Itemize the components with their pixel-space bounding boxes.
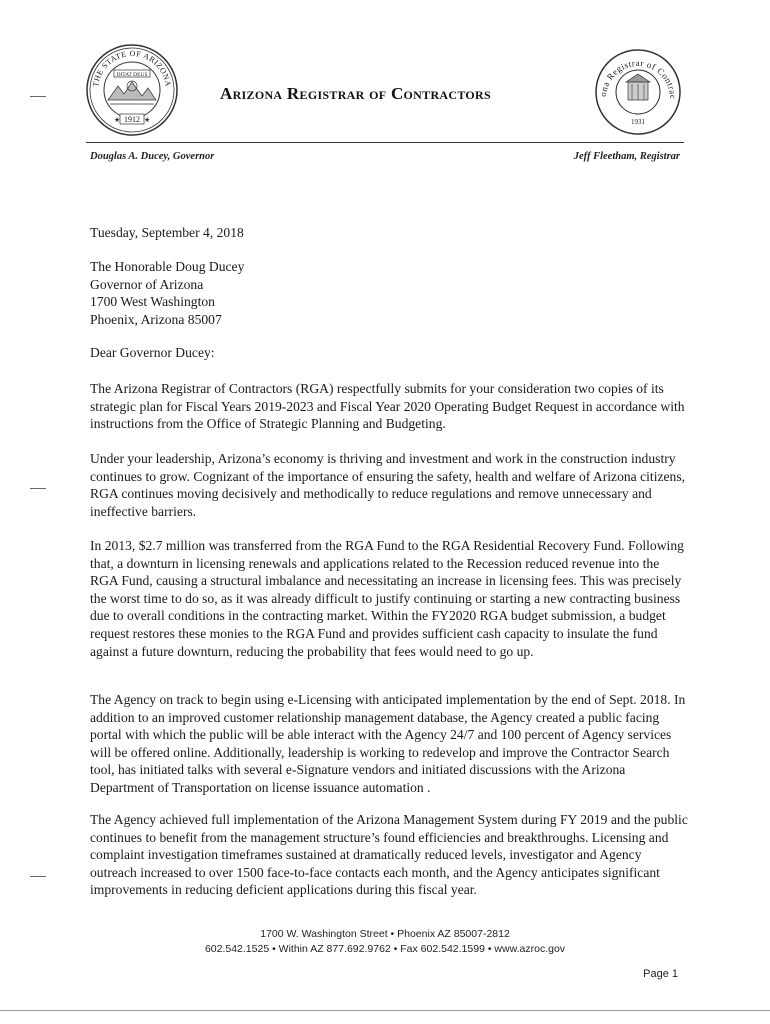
svg-text:★: ★ [144,116,151,124]
page-bottom-edge [0,1010,770,1011]
paragraph: The Agency achieved full implementation of the Arizona Management System during FY 2019 and the public continues to benefit from the management structure’s found efficiencies and breakthroughs. Licensing and complaint investigation timeframes sustained at dramatically reduced levels, investigator and Agency outreach increased to over 1500 face-to-face contacts each month, and the Agency anticipates significant improvements in reducing deficient applications during this fiscal year. [90,812,688,898]
footer-address: 1700 W. Washington Street • Phoenix AZ 85007-2812 [260,928,510,940]
great-seal-of-arizona-icon [84,42,180,138]
paragraph: The Agency on track to begin using e-Licensing with anticipated implementation by the end of Sept. 2018. In addition to an improved customer relationship management database, the Agency created a public facing portal with which the public will be able interact with the Agency 24/7 and 100 percent of Agency services will be offered online. Additionally, leadership is working to redevelop and improve the Contractor Search tool, has initiated talks with several e-Signature vendors and initiated discussions with the Arizona Department of Transportation on license issuance automation . [90,692,686,795]
address-line: Phoenix, Arizona 85007 [90,311,222,327]
registrar-of-contractors-seal-icon [594,48,682,136]
address-line: The Honorable Doug Ducey [90,259,245,274]
svg-text:★: ★ [114,116,121,124]
footer-contact: 602.542.1525 • Within AZ 877.692.9762 • Fax 602.542.1599 • www.azroc.gov [204,943,566,955]
roc-seal-year: 1931 [631,118,645,126]
salutation: Dear Governor Ducey: [90,345,215,360]
scan-mark [30,488,46,489]
letterhead-title: Arizona Registrar of Contractors [220,84,491,103]
seal-ring-text: THE STATE OF ARIZONA [91,48,173,88]
registrar-name: Jeff Fleetham, Registrar [573,151,680,162]
scan-mark [30,96,46,97]
governor-name: Douglas A. Ducey, Governor [90,151,215,162]
page-number: Page 1 [643,968,678,980]
letter-date: Tuesday, September 4, 2018 [90,225,244,240]
address-line: Governor of Arizona [90,276,204,292]
scan-mark [30,876,46,877]
paragraph: Under your leadership, Arizona’s economy is thriving and investment and work in the construction industry continues to grow. Cognizant of the importance of ensuring the safety, health and welfare of Arizona citizens, RGA continues moving decisively and methodically to reduce regulations and remove unnecessary and ineffective barriers. [90,451,686,519]
roc-seal-ring-text: ona Registrar of Contrac [597,57,679,100]
seal-motto: DITAT DEUS [116,72,148,78]
seal-year: 1912 [124,115,140,124]
recipient-address [90,258,690,328]
letterhead-divider [86,142,684,143]
paragraph: The Arizona Registrar of Contractors (RGA) respectfully submits for your consideration two copies of its strategic plan for Fiscal Years 2019-2023 and Fiscal Year 2020 Operating Budget Request in accordance with instructions from the Office of Strategic Planning and Budgeting. [90,381,685,432]
paragraph: In 2013, $2.7 million was transferred from the RGA Fund to the RGA Residential Recovery Fund. Following that, a downturn in licensing renewals and applications related to the Recession reduced revenue into the RGA Fund, causing a structural imbalance and necessitating an increase in licensing fees. This was precisely the worst time to do so, as it was already difficult to justify continuing or starting a new contracting business due to overall conditions in the contracting market. Within the FY2020 RGA budget submission, a budget request restores these monies to the RGA Fund and provides sufficient cash capacity to insulate the fund against a future downturn, reducing the probability that fees would need to go up. [90,538,684,659]
address-line: 1700 West Washington [90,294,215,310]
